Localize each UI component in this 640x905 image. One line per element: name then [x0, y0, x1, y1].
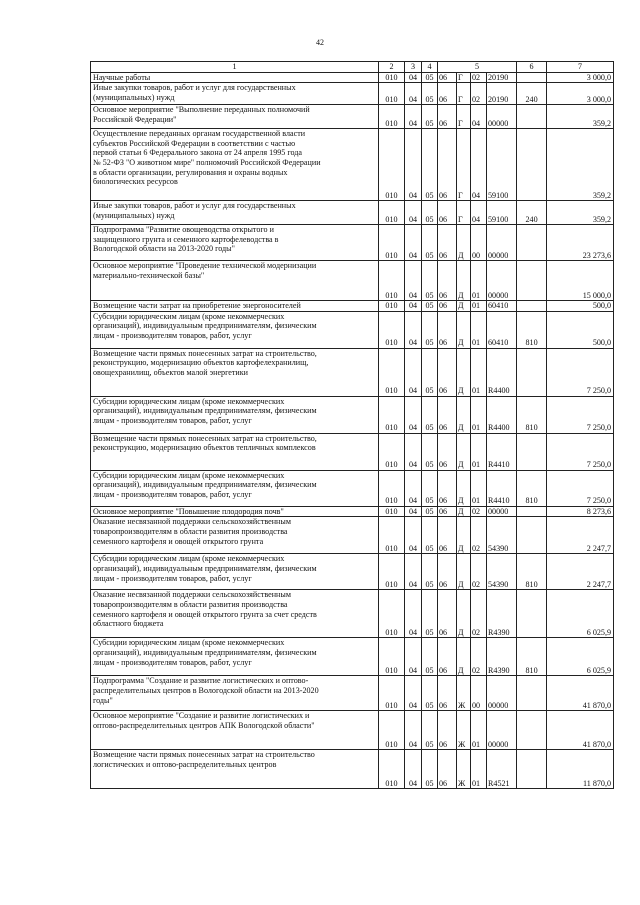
program-code: 06	[438, 750, 457, 789]
row-name: Возмещение части прямых понесенных затрат на строительство логистических и оптово-распределительных центров	[91, 750, 379, 789]
expense-type-code	[517, 676, 547, 711]
section-code: 04	[405, 750, 422, 789]
amount: 7 250,0	[547, 470, 614, 506]
subprogram-code: Д	[457, 311, 471, 348]
subprogram-code: Ж	[457, 676, 471, 711]
expense-type-code	[517, 72, 547, 83]
subprogram-code: Ж	[457, 750, 471, 789]
admin-code: 010	[379, 433, 405, 470]
section-code: 04	[405, 711, 422, 750]
direction-code: 20190	[487, 83, 517, 105]
subsection-code: 05	[422, 554, 438, 590]
activity-code: 01	[471, 261, 487, 301]
direction-code: 20190	[487, 72, 517, 83]
activity-code: 01	[471, 301, 487, 312]
program-code: 06	[438, 590, 457, 638]
table-row	[91, 711, 614, 750]
activity-code: 02	[471, 83, 487, 105]
direction-code: 00000	[487, 711, 517, 750]
admin-code: 010	[379, 470, 405, 506]
table-row	[91, 348, 614, 396]
expense-type-code	[517, 750, 547, 789]
section-code: 04	[405, 638, 422, 676]
admin-code: 010	[379, 676, 405, 711]
amount: 8 273,6	[547, 506, 614, 517]
subsection-code: 05	[422, 129, 438, 201]
activity-code: 00	[471, 225, 487, 261]
subsection-code: 05	[422, 261, 438, 301]
table-row	[91, 72, 614, 83]
amount: 11 870,0	[547, 750, 614, 789]
admin-code: 010	[379, 711, 405, 750]
subsection-code: 05	[422, 396, 438, 433]
section-code: 04	[405, 105, 422, 129]
direction-code: 54390	[487, 517, 517, 554]
row-name: Основное мероприятие "Выполнение переданных полномочий Российской Федерации"	[91, 105, 379, 129]
admin-code: 010	[379, 311, 405, 348]
program-code: 06	[438, 506, 457, 517]
section-code: 04	[405, 676, 422, 711]
program-code: 06	[438, 301, 457, 312]
table-row	[91, 750, 614, 789]
expense-type-code	[517, 517, 547, 554]
program-code: 06	[438, 72, 457, 83]
table-row	[91, 201, 614, 225]
subsection-code: 05	[422, 348, 438, 396]
admin-code: 010	[379, 201, 405, 225]
expense-type-code	[517, 225, 547, 261]
section-code: 04	[405, 301, 422, 312]
table-row	[91, 261, 614, 301]
program-code: 06	[438, 396, 457, 433]
row-name: Научные работы	[91, 72, 379, 83]
subsection-code: 05	[422, 105, 438, 129]
program-code: 06	[438, 105, 457, 129]
table-row	[91, 301, 614, 312]
expense-type-code: 810	[517, 396, 547, 433]
admin-code: 010	[379, 83, 405, 105]
section-code: 04	[405, 590, 422, 638]
section-code: 04	[405, 129, 422, 201]
header-col-3: 3	[405, 62, 422, 73]
expense-type-code	[517, 590, 547, 638]
admin-code: 010	[379, 750, 405, 789]
activity-code: 01	[471, 348, 487, 396]
program-code: 06	[438, 311, 457, 348]
section-code: 04	[405, 311, 422, 348]
subsection-code: 05	[422, 225, 438, 261]
admin-code: 010	[379, 590, 405, 638]
admin-code: 010	[379, 105, 405, 129]
program-code: 06	[438, 261, 457, 301]
expense-type-code	[517, 433, 547, 470]
amount: 41 870,0	[547, 676, 614, 711]
program-code: 06	[438, 83, 457, 105]
row-name: Субсидии юридическим лицам (кроме некоммерческих организаций), индивидуальным предпринимателям, физическим лицам - производителям товаров, работ, услуг	[91, 311, 379, 348]
admin-code: 010	[379, 72, 405, 83]
subprogram-code: Д	[457, 590, 471, 638]
program-code: 06	[438, 129, 457, 201]
row-name: Оказание несвязанной поддержки сельскохозяйственным товаропроизводителям в области развития производства семенного картофеля и овощей открытого грунта	[91, 517, 379, 554]
row-name: Подпрограмма "Создание и развитие логистических и оптово- распределительных центров в Вологодской области на 2013-2020 годы"	[91, 676, 379, 711]
amount: 2 247,7	[547, 517, 614, 554]
admin-code: 010	[379, 396, 405, 433]
header-col-1: 1	[91, 62, 379, 73]
section-code: 04	[405, 225, 422, 261]
direction-code: R4400	[487, 348, 517, 396]
program-code: 06	[438, 201, 457, 225]
direction-code: R4390	[487, 638, 517, 676]
activity-code: 02	[471, 590, 487, 638]
activity-code: 01	[471, 750, 487, 789]
row-name: Субсидии юридическим лицам (кроме некоммерческих организаций), индивидуальным предпринимателям, физическим лицам - производителям товаров, работ, услуг	[91, 554, 379, 590]
row-name: Субсидии юридическим лицам (кроме некоммерческих организаций), индивидуальным предпринимателям, физическим лицам - производителям товаров, работ, услуг	[91, 638, 379, 676]
expense-type-code	[517, 129, 547, 201]
program-code: 06	[438, 711, 457, 750]
activity-code: 01	[471, 396, 487, 433]
admin-code: 010	[379, 517, 405, 554]
direction-code: 54390	[487, 554, 517, 590]
subsection-code: 05	[422, 470, 438, 506]
row-name: Иные закупки товаров, работ и услуг для государственных (муниципальных) нужд	[91, 201, 379, 225]
header-col-7: 7	[547, 62, 614, 73]
subsection-code: 05	[422, 83, 438, 105]
admin-code: 010	[379, 301, 405, 312]
amount: 41 870,0	[547, 711, 614, 750]
expense-type-code: 240	[517, 83, 547, 105]
expense-type-code	[517, 105, 547, 129]
amount: 15 000,0	[547, 261, 614, 301]
subsection-code: 05	[422, 638, 438, 676]
row-name: Основное мероприятие "Повышение плодородия почв"	[91, 506, 379, 517]
activity-code: 00	[471, 676, 487, 711]
direction-code: 00000	[487, 225, 517, 261]
amount: 7 250,0	[547, 396, 614, 433]
subprogram-code: Ж	[457, 711, 471, 750]
activity-code: 01	[471, 470, 487, 506]
row-name: Возмещение части прямых понесенных затрат на строительство, реконструкцию, модернизацию объектов картофелехранилищ, овощехранилищ, объектов малой энергетики	[91, 348, 379, 396]
section-code: 04	[405, 517, 422, 554]
subsection-code: 05	[422, 311, 438, 348]
program-code: 06	[438, 433, 457, 470]
subprogram-code: Д	[457, 517, 471, 554]
direction-code: R4410	[487, 470, 517, 506]
table-row	[91, 506, 614, 517]
table-row	[91, 433, 614, 470]
table-row	[91, 396, 614, 433]
row-name: Возмещение части затрат на приобретение энергоносителей	[91, 301, 379, 312]
table-row	[91, 517, 614, 554]
expense-type-code: 810	[517, 638, 547, 676]
header-col-2: 2	[379, 62, 405, 73]
activity-code: 02	[471, 517, 487, 554]
row-name: Субсидии юридическим лицам (кроме некоммерческих организаций), индивидуальным предпринимателям, физическим лицам - производителям товаров, работ, услуг	[91, 470, 379, 506]
expense-type-code: 810	[517, 470, 547, 506]
direction-code: R4390	[487, 590, 517, 638]
amount: 500,0	[547, 301, 614, 312]
admin-code: 010	[379, 129, 405, 201]
table-row	[91, 129, 614, 201]
row-name: Оказание несвязанной поддержки сельскохозяйственным товаропроизводителям в области развития производства семенного картофеля и овощей открытого грунта за счет средств областного бюджета	[91, 590, 379, 638]
subsection-code: 05	[422, 201, 438, 225]
subprogram-code: Д	[457, 433, 471, 470]
amount: 6 025,9	[547, 638, 614, 676]
direction-code: R4400	[487, 396, 517, 433]
row-name: Подпрограмма "Развитие овощеводства открытого и защищенного грунта и семенного картофелеводства в Вологодской области на 2013-2020 годы"	[91, 225, 379, 261]
subsection-code: 05	[422, 72, 438, 83]
table-row	[91, 590, 614, 638]
header-col-4: 4	[422, 62, 438, 73]
program-code: 06	[438, 638, 457, 676]
direction-code: 00000	[487, 261, 517, 301]
subsection-code: 05	[422, 676, 438, 711]
section-code: 04	[405, 470, 422, 506]
header-col-5: 5	[438, 62, 517, 73]
direction-code: 60410	[487, 301, 517, 312]
admin-code: 010	[379, 506, 405, 517]
row-name: Осуществление переданных органам государственной власти субъектов Российской Федерации в соответствии с частью первой статьи 6 Федерального закона от 24 апреля 1995 года № 52-ФЗ "О животном мире" полномочий Российской Федерации в области организации, регулирования и охраны водных биологических ресурсов	[91, 129, 379, 201]
subprogram-code: Д	[457, 470, 471, 506]
admin-code: 010	[379, 638, 405, 676]
section-code: 04	[405, 506, 422, 517]
table-row	[91, 311, 614, 348]
expense-type-code	[517, 261, 547, 301]
table-row	[91, 638, 614, 676]
activity-code: 01	[471, 311, 487, 348]
program-code: 06	[438, 225, 457, 261]
amount: 359,2	[547, 105, 614, 129]
subprogram-code: Г	[457, 105, 471, 129]
subprogram-code: Г	[457, 129, 471, 201]
amount: 6 025,9	[547, 590, 614, 638]
subprogram-code: Д	[457, 554, 471, 590]
table-row	[91, 225, 614, 261]
amount: 2 247,7	[547, 554, 614, 590]
budget-table	[90, 61, 614, 789]
expense-type-code	[517, 348, 547, 396]
program-code: 06	[438, 676, 457, 711]
subsection-code: 05	[422, 506, 438, 517]
subprogram-code: Д	[457, 261, 471, 301]
activity-code: 02	[471, 72, 487, 83]
subsection-code: 05	[422, 301, 438, 312]
direction-code: 00000	[487, 105, 517, 129]
expense-type-code	[517, 711, 547, 750]
section-code: 04	[405, 348, 422, 396]
activity-code: 02	[471, 554, 487, 590]
row-name: Иные закупки товаров, работ и услуг для государственных (муниципальных) нужд	[91, 83, 379, 105]
direction-code: 59100	[487, 129, 517, 201]
subprogram-code: Д	[457, 638, 471, 676]
section-code: 04	[405, 261, 422, 301]
expense-type-code	[517, 506, 547, 517]
table-row	[91, 470, 614, 506]
subsection-code: 05	[422, 750, 438, 789]
subsection-code: 05	[422, 711, 438, 750]
subsection-code: 05	[422, 433, 438, 470]
direction-code: 00000	[487, 506, 517, 517]
activity-code: 04	[471, 201, 487, 225]
section-code: 04	[405, 433, 422, 470]
table-row	[91, 676, 614, 711]
subprogram-code: Г	[457, 201, 471, 225]
subprogram-code: Д	[457, 348, 471, 396]
admin-code: 010	[379, 554, 405, 590]
amount: 500,0	[547, 311, 614, 348]
row-name: Основное мероприятие "Проведение технической модернизации материально-технической базы"	[91, 261, 379, 301]
activity-code: 01	[471, 711, 487, 750]
admin-code: 010	[379, 348, 405, 396]
row-name: Субсидии юридическим лицам (кроме некоммерческих организаций), индивидуальным предпринимателям, физическим лицам - производителям товаров, работ, услуг	[91, 396, 379, 433]
admin-code: 010	[379, 261, 405, 301]
expense-type-code: 240	[517, 201, 547, 225]
expense-type-code	[517, 301, 547, 312]
subprogram-code: Д	[457, 225, 471, 261]
amount: 3 000,0	[547, 72, 614, 83]
direction-code: R4410	[487, 433, 517, 470]
subprogram-code: Д	[457, 396, 471, 433]
section-code: 04	[405, 396, 422, 433]
subsection-code: 05	[422, 517, 438, 554]
row-name: Возмещение части прямых понесенных затрат на строительство, реконструкцию, модернизацию объектов тепличных комплексов	[91, 433, 379, 470]
table-row	[91, 105, 614, 129]
direction-code: 59100	[487, 201, 517, 225]
direction-code: 00000	[487, 676, 517, 711]
subprogram-code: Д	[457, 506, 471, 517]
table-header-row	[91, 62, 614, 73]
direction-code: 60410	[487, 311, 517, 348]
program-code: 06	[438, 517, 457, 554]
header-col-6: 6	[517, 62, 547, 73]
section-code: 04	[405, 554, 422, 590]
row-name: Основное мероприятие "Создание и развитие логистических и оптово-распределительных центров АПК Вологодской области"	[91, 711, 379, 750]
subprogram-code: Д	[457, 301, 471, 312]
activity-code: 04	[471, 105, 487, 129]
amount: 359,2	[547, 129, 614, 201]
section-code: 04	[405, 72, 422, 83]
amount: 7 250,0	[547, 348, 614, 396]
table-row	[91, 83, 614, 105]
subprogram-code: Г	[457, 72, 471, 83]
amount: 23 273,6	[547, 225, 614, 261]
activity-code: 02	[471, 506, 487, 517]
activity-code: 04	[471, 129, 487, 201]
direction-code: R4521	[487, 750, 517, 789]
table-row	[91, 554, 614, 590]
subsection-code: 05	[422, 590, 438, 638]
subprogram-code: Г	[457, 83, 471, 105]
amount: 359,2	[547, 201, 614, 225]
section-code: 04	[405, 83, 422, 105]
program-code: 06	[438, 470, 457, 506]
activity-code: 02	[471, 638, 487, 676]
expense-type-code: 810	[517, 554, 547, 590]
amount: 7 250,0	[547, 433, 614, 470]
section-code: 04	[405, 201, 422, 225]
page-number: 42	[316, 38, 324, 47]
admin-code: 010	[379, 225, 405, 261]
program-code: 06	[438, 554, 457, 590]
program-code: 06	[438, 348, 457, 396]
amount: 3 000,0	[547, 83, 614, 105]
expense-type-code: 810	[517, 311, 547, 348]
activity-code: 01	[471, 433, 487, 470]
